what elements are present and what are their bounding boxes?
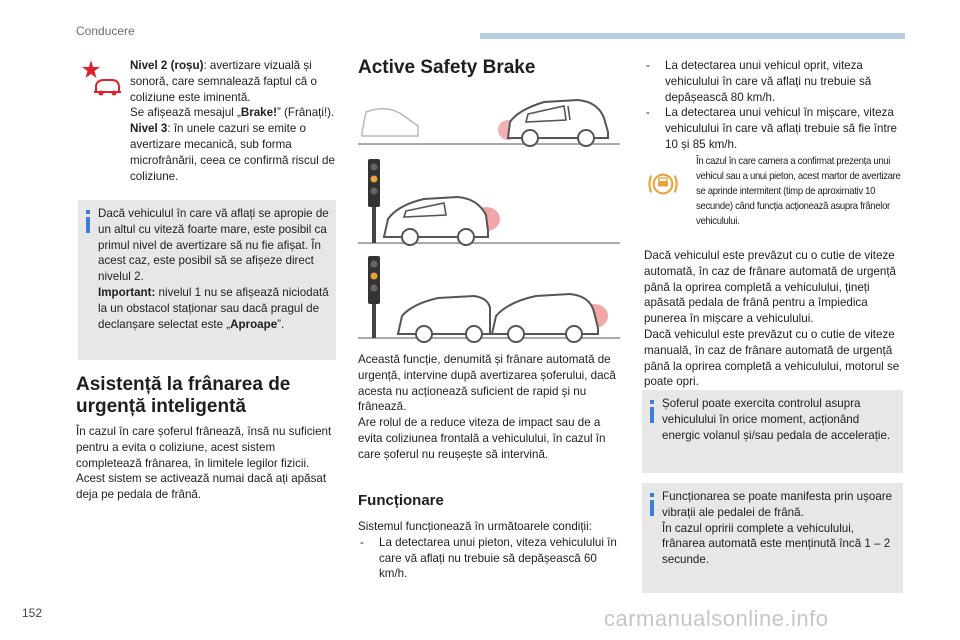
section-title: Conducere	[76, 24, 135, 38]
manual-gearbox-text: Dacă vehiculul este prevăzut cu o cutie de viteze manuală, în caz de frânare automată de urgență până la oprirea completă a vehiculului, motorul se poate opri.	[644, 327, 900, 389]
note-box-vibrations	[642, 483, 903, 593]
info-icon	[86, 210, 90, 233]
note-box-driver-control	[642, 390, 903, 473]
page-number: 152	[22, 606, 43, 620]
note-driver-control: Șoferul poate exercita controlul asupra vehiculului în orice moment, acționând energic volanul și/sau pedala de accelerație.	[662, 397, 891, 442]
illustration-moving-vehicle	[358, 252, 620, 344]
note-important-value: Aproape	[230, 317, 278, 331]
note-box-speed	[78, 200, 336, 360]
condition-pedestrian: - La detectarea unui pieton, viteza vehiculului în care vă aflați nu trebuie să depășească 60 km/h.	[358, 535, 620, 582]
level3-label: Nivel 3	[130, 122, 168, 136]
active-safety-brake-warning-icon	[646, 167, 680, 201]
level2-msg-prefix: Se afișează mesajul „	[130, 106, 241, 120]
level2-msg-suffix: ” (Frânați!).	[276, 106, 335, 120]
condition-stopped-vehicle: - La detectarea unui vehicul oprit, viteza vehiculului în care vă aflați nu trebuie să depășească 80 km/h.	[644, 58, 906, 105]
info-icon	[650, 493, 654, 516]
heading-emergency-braking: Asistență la frânarea de urgență inteligentă	[76, 374, 291, 417]
asb-p1: Această funcție, denumită și frânare automată de urgență, intervine după avertizarea șoferului, dacă acesta nu acționează suficient de rapid și nu frânează.	[358, 353, 616, 414]
note-text: Dacă vehiculul în care vă aflați se apropie de un altul cu viteză foarte mare, este posibil ca primul nivel de avertizare să nu fie afișat. În acest caz, este posibil să se afișeze direct nivelul 2.	[98, 207, 329, 284]
level3-text: : în unele cazuri se emite o avertizare mecanică, sub forma microfrânării, ceea ce confirmă riscul de coliziune.	[130, 122, 335, 183]
condition-moving-vehicle: - La detectarea unui vehicul în mișcare, viteza vehiculului în care vă aflați trebuie să fie între 10 și 85 km/h.	[644, 105, 906, 152]
illustration-pedestrian	[358, 92, 620, 150]
emergency-p2: Acest sistem se activează numai dacă ați apăsat deja pe pedala de frână.	[76, 472, 327, 502]
note-vibrations: Funcționarea se poate manifesta prin ușoare vibrații ale pedalei de frână.	[662, 490, 893, 519]
automatic-gearbox-text: Dacă vehiculul este prevăzut cu o cutie de viteze automată, în caz de frânare automată de urgență până la oprirea completă a vehiculului, țineți apăsată pedala de frână pentru a împiedica punerea în mișcare a vehiculului.	[644, 249, 897, 326]
emergency-p1: În cazul în care șoferul frânează, însă nu suficient pentru a evita o coliziune, acest sistem completează frânarea, în limitele legilor fizicii.	[76, 425, 332, 470]
level2-label: Nivel 2 (roșu)	[130, 59, 204, 72]
camera-note: În cazul în care camera a confirmat prezența unui vehicul sau a unui pieton, acest martor de avertizare se aprinde intermitent (timp de aproximativ 10 secunde) când funcția acționează asupra frânelor vehiculului.	[696, 156, 901, 227]
header-bar	[480, 33, 905, 39]
note-important-suffix: ”.	[277, 317, 285, 331]
heading-functionare: Funcționare	[358, 492, 444, 509]
note-stop-hold: În cazul opririi complete a vehiculului, frânarea automată este menținută încă 1 – 2 secunde.	[662, 521, 891, 567]
level-description	[130, 58, 340, 184]
level2-msg: Brake!	[240, 106, 277, 120]
note-important-text: nivelul 1 nu se afișează niciodată la un obstacol staționar sau dacă pragul de declanșare selectat este „	[98, 285, 329, 331]
watermark: carmanualsonline.info	[604, 606, 829, 631]
heading-active-safety-brake: Active Safety Brake	[358, 57, 536, 78]
note-important-label: Important:	[98, 285, 156, 299]
level2-text: : avertizare vizuală și sonoră, care semnalează faptul că o coliziune este iminentă.	[130, 59, 317, 104]
collision-warning-red-icon	[80, 58, 122, 98]
asb-p2: Are rolul de a reduce viteza de impact sau de a evita coliziunea frontală a vehiculului, în cazul în care șoferul nu reușește să intervină.	[358, 416, 606, 461]
conditions-intro: Sistemul funcționează în următoarele condiții:	[358, 520, 592, 533]
illustration-stopped-vehicle	[358, 155, 620, 247]
info-icon	[650, 400, 654, 423]
